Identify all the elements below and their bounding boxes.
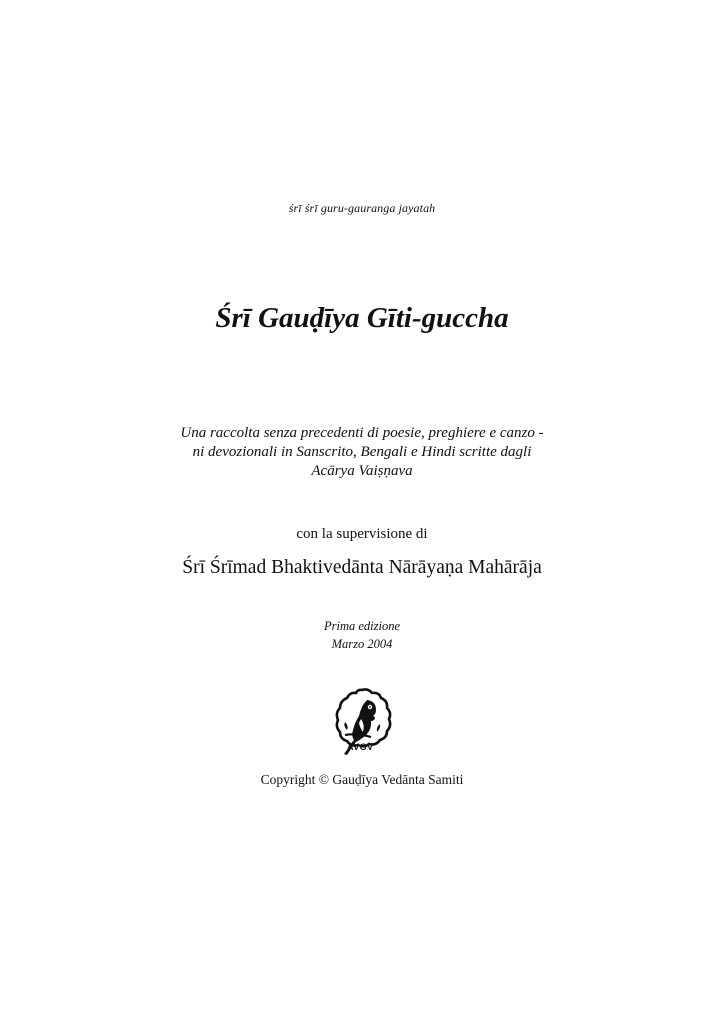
edition-info [0, 617, 724, 653]
subtitle-line-3: Acārya Vaiṣṇava [311, 463, 413, 479]
copyright-notice: Copyright © Gauḍīya Vedānta Samiti [260, 772, 464, 787]
invocation-text: śrī śrī guru-gauranga jayatah [288, 201, 436, 215]
logo-text: AVGV [347, 742, 374, 752]
subtitle-line-1: Una raccolta senza precedenti di poesie, preghiere e canzo - [180, 425, 544, 441]
supervision-text: con la supervisione di [296, 526, 428, 542]
author-name: Śrī Śrīmad Bhaktivedānta Nārāyaṇa Mahārāja [182, 557, 542, 578]
subtitle-line-2: ni devozionali in Sanscrito, Bengali e Hindi scritte dagli [192, 444, 532, 460]
book-title: Śrī Gauḍīya Gīti-guccha [215, 302, 509, 334]
book-subtitle [0, 424, 724, 481]
edition-date: Marzo 2004 [331, 637, 393, 651]
parrot-emblem-icon [331, 686, 393, 760]
edition-label: Prima edizione [323, 619, 401, 633]
